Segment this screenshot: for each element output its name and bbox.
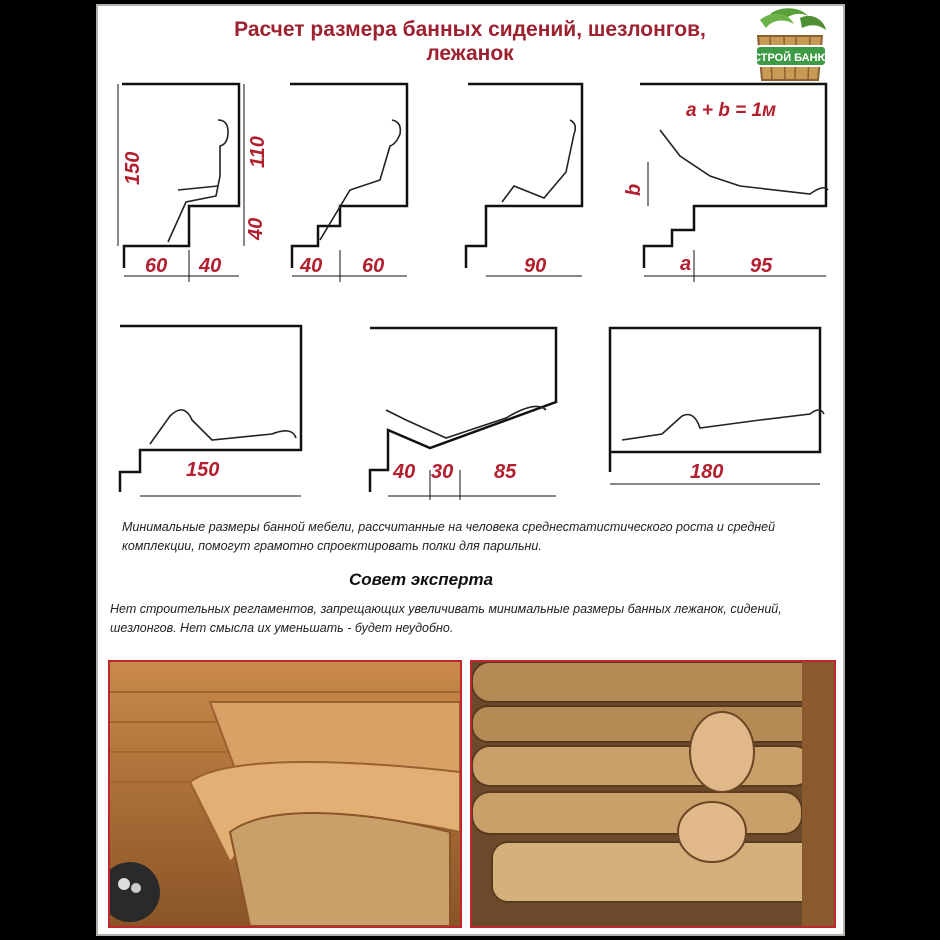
figure-seat4 <box>660 130 828 194</box>
dim-seat2-width-lower: 40 <box>300 255 323 277</box>
dim-seat4-label-b: b <box>623 183 645 196</box>
dim-seat3-width-seat: 90 <box>524 255 547 277</box>
advice-text: Нет строительных регламентов, запрещающих увеличивать минимальные размеры банных лежанок, сидений, шезлонгов. Нет смысла их уменьшать - будет неудобно. <box>110 602 782 635</box>
dim-seat1-height-back: 110 <box>247 136 269 168</box>
dim-seat4-label-a: a <box>680 253 692 275</box>
lounger3-outline <box>610 328 820 472</box>
dim-seat1-height-seat: 40 <box>245 217 267 240</box>
photo-wooden-bench <box>108 660 462 928</box>
dim-seat1-width-lower: 60 <box>145 255 168 277</box>
figure-seat2 <box>320 120 400 240</box>
dim-seat4-width-seat: 95 <box>750 255 773 277</box>
logo-text: СТРОЙ БАНЮ <box>753 52 829 64</box>
figure-lounger3 <box>622 410 824 440</box>
caption-text: Минимальные размеры банной мебели, рассчитанные на человека среднестатистического роста и средней комплекции, помогут грамотно спроектировать полки для парильни. <box>122 520 776 553</box>
figure-lounger1 <box>150 410 296 444</box>
title-line-2: лежанок <box>426 42 514 65</box>
dim-lounger2-width-a: 40 <box>393 461 416 483</box>
dim-lounger3-width: 180 <box>690 461 724 483</box>
dim-seat1-height-total: 150 <box>122 151 144 185</box>
advice-heading: Совет эксперта <box>349 570 494 589</box>
figure-lounger2 <box>386 406 546 438</box>
figure-seat1 <box>168 120 228 242</box>
title-line-1: Расчет размера банных сидений, шезлонгов, <box>234 18 706 41</box>
seat2-outline <box>290 84 407 268</box>
formula-label: a + b = 1м <box>686 100 777 121</box>
dim-lounger1-width: 150 <box>186 459 220 481</box>
dim-lounger2-width-b: 30 <box>431 461 454 483</box>
photo-log-bench <box>470 660 836 928</box>
dim-seat2-width-seat: 60 <box>362 255 385 277</box>
dim-lounger2-width-c: 85 <box>494 461 517 483</box>
seat3-outline <box>466 84 582 268</box>
dim-seat1-width-seat: 40 <box>199 255 222 277</box>
figure-seat3 <box>502 120 575 202</box>
